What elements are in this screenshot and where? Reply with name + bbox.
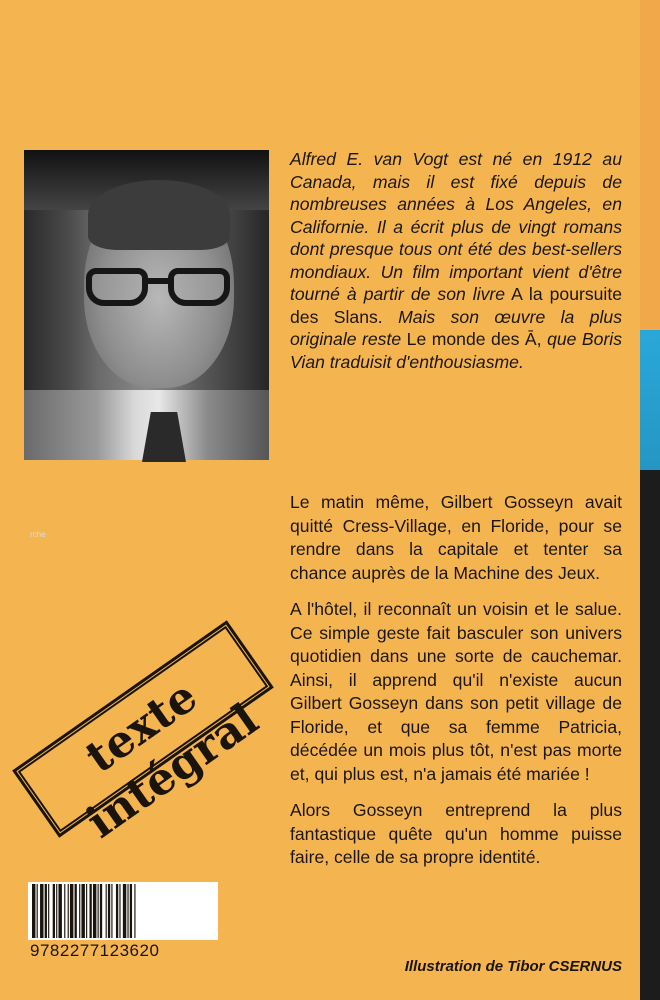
blurb-paragraph: A l'hôtel, il reconnaît un voisin et le salue. Ce simple geste fait basculer son univers quotidien dans une sorte de cauchemar. Ainsi, il apprend qu'il n'existe aucun Gilbert Gosseyn dans son petit village de Floride, et que sa femme Patricia, décédée un mois plus tôt, n'est pas morte et, qui plus est, n'a jamais été mariée ! [290, 599, 622, 784]
barcode-bar [79, 884, 80, 938]
barcode-bar [134, 884, 135, 938]
barcode-bar [56, 884, 57, 938]
bio-book-title-1: A la poursuite des Slans. [290, 284, 623, 327]
barcode-bar [32, 884, 35, 938]
adjacent-book-edge [640, 0, 660, 1000]
barcode-bar [93, 884, 96, 938]
stamp-label: texte intégral [76, 670, 268, 849]
barcode [28, 882, 218, 940]
barcode-bar [106, 884, 107, 938]
barcode-bars [32, 884, 214, 938]
barcode-bar [48, 884, 49, 938]
bio-text-1: Alfred E. van Vogt est né en 1912 au Canada, mais il est fixé depuis de nombreuses années à Los Angeles, en Californie. Il a écrit plus de vingt romans dont presque tous ont été des best-sellers mondiaux. Un film important vient d'être tourné à partir de son livre [290, 149, 622, 304]
book-blurb [290, 491, 622, 883]
barcode-bar [64, 884, 65, 938]
author-bio [290, 148, 622, 373]
barcode-bar [53, 884, 55, 938]
bio-text-3: que Boris Vian traduisit d'enthousiasme. [290, 329, 623, 372]
barcode-bar [130, 884, 132, 938]
author-photo [24, 150, 269, 539]
photo-sign-text: rche [30, 530, 46, 539]
barcode-bar [75, 884, 77, 938]
photo-hair [88, 180, 230, 250]
barcode-bar [116, 884, 118, 938]
barcode-bar [40, 884, 43, 938]
barcode-bar [123, 884, 126, 938]
barcode-bar [127, 884, 128, 938]
barcode-bar [100, 884, 102, 938]
blurb-paragraph: Le matin même, Gilbert Gosseyn avait quitté Cress-Village, en Floride, pour se rendre dans la capitale et tenter sa chance auprès de la Machine des Jeux. [290, 492, 622, 583]
barcode-bar [90, 884, 92, 938]
bio-text-2: Mais son œuvre la plus originale reste [290, 306, 622, 349]
barcode-bar [81, 884, 84, 938]
barcode-bar [68, 884, 69, 938]
barcode-bar [108, 884, 110, 938]
photo-glasses [86, 268, 236, 308]
barcode-bar [45, 884, 47, 938]
barcode-bar [58, 884, 61, 938]
illustration-credit: Illustration de Tibor CSERNUS [404, 958, 622, 975]
barcode-bar [98, 884, 99, 938]
bio-book-title-2: Le monde des Ā, [406, 329, 542, 349]
barcode-bar [86, 884, 87, 938]
blurb-paragraph: Alors Gosseyn entreprend la plus fantastique quête qu'un homme puisse faire, celle de sa propre identité. [290, 800, 622, 867]
barcode-bar [119, 884, 120, 938]
barcode-bar [70, 884, 73, 938]
isbn-number: 9782277123620 [30, 941, 160, 960]
barcode-bar [111, 884, 112, 938]
barcode-bar [37, 884, 38, 938]
